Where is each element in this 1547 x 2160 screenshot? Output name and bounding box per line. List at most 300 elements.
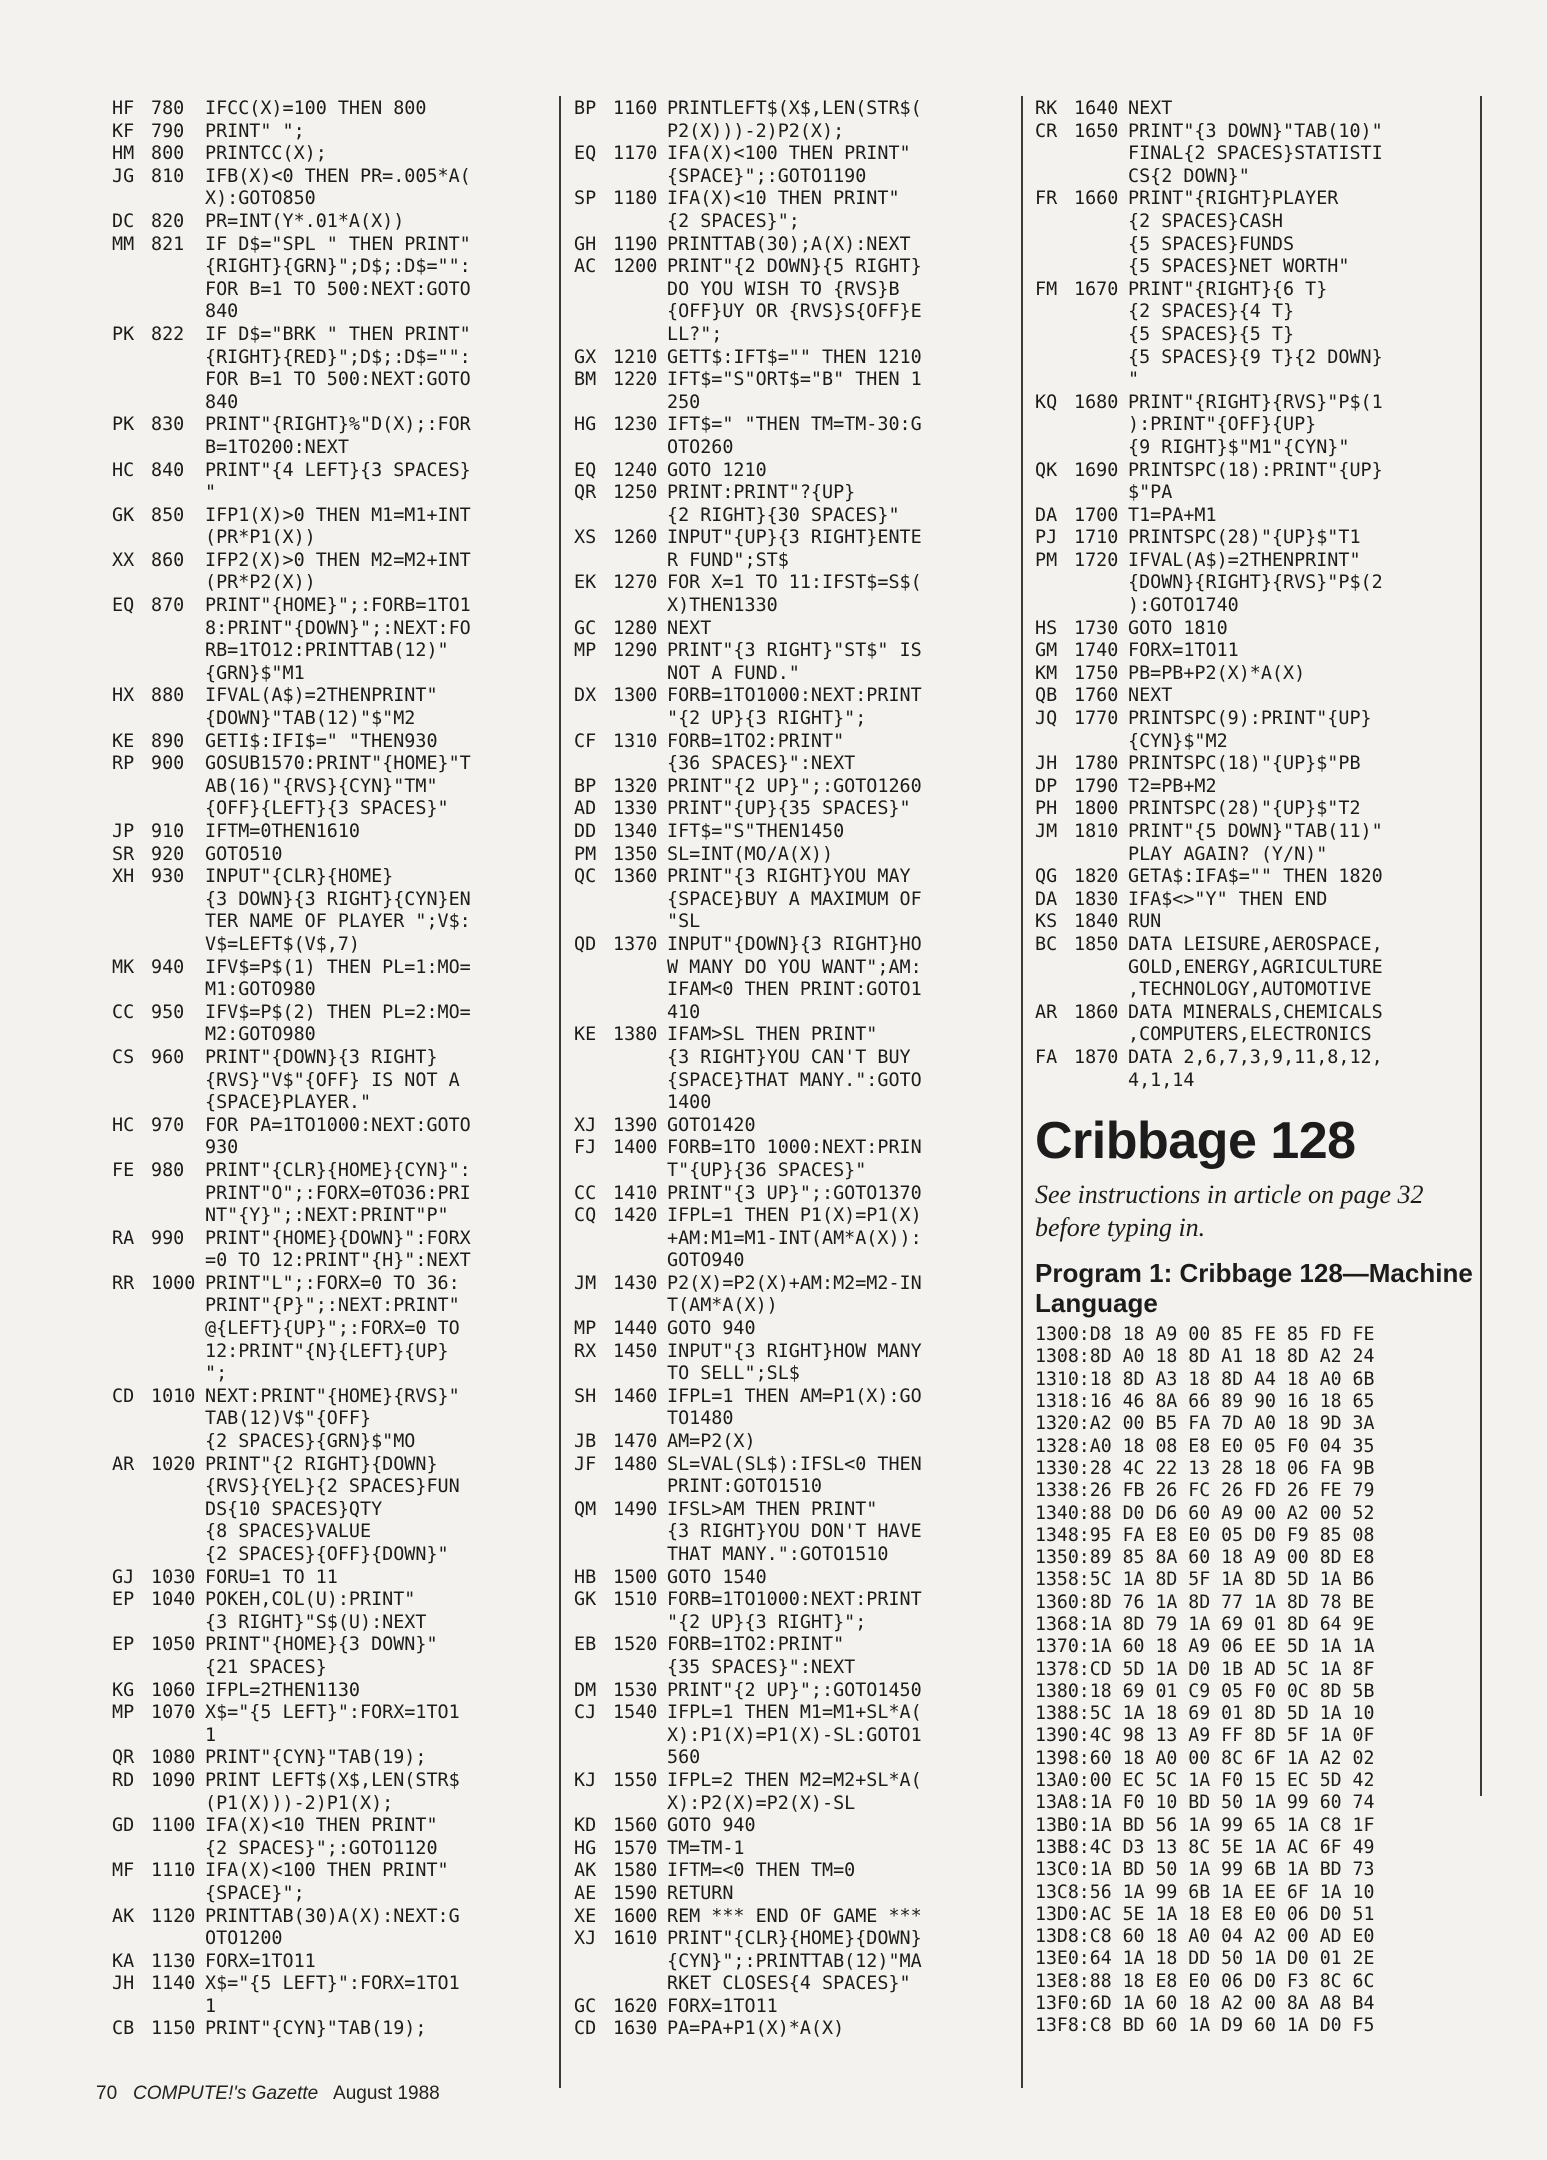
code-line [1035,279,1495,302]
checksum [574,1070,613,1093]
line-number [613,753,667,776]
code-text: T(AM*A(X)) [667,1295,778,1317]
line-number: 1050 [151,1634,196,1656]
code-text: GOTO 1540 [667,1566,767,1588]
checksum: KA [112,1950,135,1972]
code-line [112,1047,552,1070]
checksum [1035,1070,1074,1093]
line-number: 1730 [1074,617,1119,639]
checksum [574,1973,613,1996]
code-line [574,1160,1020,1183]
line-number: 1330 [613,798,658,820]
code-text: PLAY AGAIN? (Y/N)" [1128,843,1328,865]
code-text: +AM:M1=M1-INT(AM*A(X)): [667,1227,922,1249]
line-number: 1630 [613,2018,658,2040]
line-number: 1360 [613,866,658,888]
line-number [613,550,667,573]
code-line [112,1860,552,1883]
checksum [574,1160,613,1183]
code-text: {SPACE}PLAYER." [205,1092,372,1114]
code-line [112,1770,552,1793]
code-text: RB=1TO12:PRINTTAB(12)" [205,640,449,662]
checksum [574,166,613,189]
code-line [574,1363,1020,1386]
line-number: 1780 [1074,753,1119,775]
checksum: RP [112,753,135,775]
line-number: 810 [151,165,185,187]
checksum: RD [112,1769,135,1791]
code-line [112,1996,552,2019]
checksum [574,889,613,912]
line-number: 1150 [151,2018,196,2040]
code-text: PRINT"{CYN}"TAB(19); [205,2018,427,2040]
checksum [112,1544,151,1567]
line-number [1074,1070,1128,1093]
code-line [112,1070,552,1093]
code-line [112,663,552,686]
line-number: 830 [151,414,185,436]
checksum [1035,844,1074,867]
line-number: 880 [151,685,185,707]
code-text: {9 RIGHT}$"M1"{CYN}" [1128,436,1350,458]
code-text: {SPACE}";:GOTO1190 [667,165,867,187]
code-line [574,1702,1020,1725]
line-number: 1670 [1074,278,1119,300]
checksum: KD [574,1815,597,1837]
line-number: 1290 [613,640,658,662]
line-number [151,798,205,821]
code-text: PRINT"{2 UP}";:GOTO1260 [667,775,922,797]
code-line [574,731,1020,754]
hex-line: 1348:95 FA E8 E0 05 D0 F9 85 08 [1035,1524,1375,1546]
code-line [112,1567,552,1590]
listing-column-1 [112,98,552,2041]
code-text: PRINT"{RIGHT}{RVS}"P$(1 [1128,391,1383,413]
code-text: NEXT [1128,98,1173,119]
hex-line: 1318:16 46 8A 66 89 90 16 18 65 [1035,1391,1375,1413]
checksum: GH [574,233,597,255]
code-text: PRINT"{HOME}";:FORB=1TO1 [205,595,471,617]
checksum: KJ [574,1769,597,1791]
line-number [613,1747,667,1770]
checksum [1035,143,1074,166]
checksum: KE [112,730,135,752]
code-line [112,1092,552,1115]
code-line [112,414,552,437]
checksum: KE [574,1024,597,1046]
code-line [1035,550,1495,573]
checksum [574,1521,613,1544]
checksum [574,1295,613,1318]
hex-line: 1330:28 4C 22 13 28 18 06 FA 9B [1035,1457,1375,1479]
line-number [613,1250,667,1273]
listing-column-2 [574,98,1020,2041]
code-line [112,1793,552,1816]
line-number: 840 [151,459,185,481]
code-line [574,798,1020,821]
checksum [574,1657,613,1680]
code-line [574,460,1020,483]
checksum: GX [574,346,597,368]
code-text: AM=P2(X) [667,1431,756,1453]
code-text: TM=TM-1 [667,1837,745,1859]
checksum: SR [112,843,135,865]
line-number [613,1476,667,1499]
code-line [574,347,1020,370]
code-line [112,1544,552,1567]
code-text: IFA(X)<10 THEN PRINT" [667,188,900,210]
code-line [574,1996,1020,2019]
hex-line: 13B8:4C D3 13 8C 5E 1A AC 6F 49 [1035,1836,1375,1858]
hex-line: 1340:88 D0 D6 60 A9 00 A2 00 52 [1035,1502,1375,1524]
code-line [574,1295,1020,1318]
code-line [1035,1047,1495,1070]
code-line [112,934,552,957]
code-line [112,1318,552,1341]
code-line [574,753,1020,776]
code-line [574,957,1020,980]
code-text: GOTO1420 [667,1114,756,1136]
checksum: FM [1035,278,1058,300]
line-number: 1060 [151,1679,196,1701]
code-line [112,889,552,912]
code-text: IFT$="S"ORT$="B" THEN 1 [667,369,922,391]
code-line [112,731,552,754]
line-number: 1300 [613,685,658,707]
line-number [1074,211,1128,234]
line-number: 1220 [613,369,658,391]
line-number [151,1024,205,1047]
code-text: X):GOTO850 [205,188,316,210]
hex-line: 13F0:6D 1A 60 18 A2 00 8A A8 B4 [1035,1993,1375,2015]
code-text: PR=INT(Y*.01*A(X)) [205,210,405,232]
hex-line: 13E0:64 1A 18 DD 50 1A D0 01 2E [1035,1948,1375,1970]
checksum: QC [574,866,597,888]
code-text: IF D$="SPL " THEN PRINT" [205,233,471,255]
code-text: 930 [205,1137,239,1159]
code-text: {5 SPACES}{5 T} [1128,323,1295,345]
line-number: 1520 [613,1634,658,1656]
checksum: HG [574,1837,597,1859]
code-text: PRINT"{HOME}{3 DOWN}" [205,1634,438,1656]
code-text: X$="{5 LEFT}":FORX=1TO1 [205,1702,460,1724]
code-line [112,708,552,731]
code-line [112,1747,552,1770]
code-line [1035,866,1495,889]
code-text: PRINT"O";:FORX=0TO36:PRI [205,1182,471,1204]
line-number [613,1725,667,1748]
code-line [112,1408,552,1431]
checksum: JG [112,165,135,187]
code-text: "; [205,1363,228,1385]
code-line [112,505,552,528]
code-text: {2 SPACES}CASH [1128,210,1284,232]
code-line [1035,369,1495,392]
hex-line: 1328:A0 18 08 E8 E0 05 F0 04 35 [1035,1435,1375,1457]
code-text: DATA MINERALS,CHEMICALS [1128,1001,1383,1023]
checksum [574,1951,613,1974]
line-number [151,1070,205,1093]
checksum: CC [574,1182,597,1204]
line-number: 820 [151,210,185,232]
line-number: 1240 [613,459,658,481]
code-text: TAB(12)V$"{OFF} [205,1408,372,1430]
code-line [574,188,1020,211]
line-number: 822 [151,323,185,345]
code-text: SL=INT(MO/A(X)) [667,843,834,865]
code-line [574,1928,1020,1951]
hex-line: 13D8:C8 60 18 A0 04 A2 00 AD E0 [1035,1926,1375,1948]
line-number [613,595,667,618]
checksum [112,1092,151,1115]
code-text: PRINT"{HOME}{DOWN}":FORX [205,1227,471,1249]
code-line [574,685,1020,708]
checksum: EQ [574,459,597,481]
checksum: MP [574,1318,597,1340]
code-text: FORB=1TO1000:NEXT:PRINT [667,1589,922,1611]
checksum [1035,211,1074,234]
code-text: {SPACE}BUY A MAXIMUM OF [667,888,922,910]
code-line [112,618,552,641]
code-line [112,1883,552,1906]
line-number [151,1431,205,1454]
checksum: PK [112,323,135,345]
code-line [112,1973,552,1996]
checksum [112,572,151,595]
code-text: PRINT"{3 UP}";:GOTO1370 [667,1182,922,1204]
code-text: P2(X)=P2(X)+AM:M2=M2-IN [667,1272,922,1294]
checksum: CQ [574,1205,597,1227]
line-number: 1170 [613,143,658,165]
checksum: BP [574,775,597,797]
code-line [1035,798,1495,821]
code-line [112,640,552,663]
line-number: 1000 [151,1272,196,1294]
checksum: BC [1035,933,1058,955]
checksum [112,1295,151,1318]
line-number: 1710 [1074,527,1119,549]
code-text: IFV$=P$(1) THEN PL=1:MO= [205,956,471,978]
line-number: 1790 [1074,775,1119,797]
code-line [112,98,552,121]
line-number: 1650 [1074,120,1119,142]
hex-line: 1390:4C 98 13 A9 FF 8D 5F 1A 0F [1035,1725,1375,1747]
checksum: DD [574,821,597,842]
code-text: "{2 UP}{3 RIGHT}"; [667,1611,867,1633]
code-line [574,1612,1020,1635]
checksum [574,1725,613,1748]
code-line [112,1454,552,1477]
checksum [112,1928,151,1951]
checksum: XH [112,866,135,888]
line-number [613,1228,667,1251]
line-number: 1610 [613,1928,658,1950]
line-number: 940 [151,956,185,978]
code-text: PRINTSPC(28)"{UP}$"T1 [1128,527,1361,549]
checksum [574,301,613,324]
line-number [151,1408,205,1431]
line-number: 1750 [1074,662,1119,684]
code-text: {CYN}$"M2 [1128,730,1228,752]
line-number: 800 [151,143,185,165]
code-line [1035,934,1495,957]
code-text: {SPACE}"; [205,1882,305,1904]
code-line [112,821,552,844]
code-line [574,1092,1020,1115]
code-line [574,1454,1020,1477]
checksum [1035,482,1074,505]
code-text: PRINT"{RIGHT}%"D(X);:FOR [205,414,471,436]
code-line [112,979,552,1002]
code-text: GETA$:IFA$="" THEN 1820 [1128,866,1383,888]
code-line [112,1589,552,1612]
code-line [112,1115,552,1138]
code-text: PRINTCC(X); [205,143,327,165]
code-text: ,TECHNOLOGY,AUTOMOTIVE [1128,979,1372,1001]
code-text: {2 SPACES}{4 T} [1128,301,1295,323]
code-text: PRINT"{2 RIGHT}{DOWN} [205,1453,438,1475]
code-text: PRINT"{RIGHT}PLAYER [1128,188,1339,210]
code-text: NT"{Y}";:NEXT:PRINT"P" [205,1205,449,1227]
code-line [574,1680,1020,1703]
checksum [112,1363,151,1386]
code-line [1035,98,1495,121]
checksum [112,618,151,641]
checksum [112,934,151,957]
code-line [574,1070,1020,1093]
code-text: IFA(X)<100 THEN PRINT" [205,1860,449,1882]
checksum: AD [574,798,597,820]
checksum: HG [574,414,597,436]
line-number [151,1521,205,1544]
code-line [1035,414,1495,437]
code-line [574,1973,1020,1996]
code-text: 4,1,14 [1128,1069,1195,1091]
code-line [1035,663,1495,686]
code-text: PRINT"{P}";:NEXT:PRINT" [205,1295,460,1317]
line-number: 860 [151,549,185,571]
checksum [112,1137,151,1160]
line-number [1074,572,1128,595]
code-line [574,1341,1020,1364]
code-line [112,1725,552,1748]
code-line [574,1499,1020,1522]
line-number [151,188,205,211]
line-number: 1700 [1074,504,1119,526]
code-text: PRINT"{3 RIGHT}"ST$" IS [667,640,922,662]
code-text: {DOWN}"TAB(12)"$"M2 [205,708,416,730]
code-text: 1 [205,1995,217,2017]
hex-line: 13D0:AC 5E 1A 18 E8 E0 06 D0 51 [1035,1903,1375,1925]
line-number: 1110 [151,1860,196,1882]
checksum [574,663,613,686]
line-number [151,301,205,324]
checksum [574,957,613,980]
checksum: FE [112,1159,135,1181]
code-line [574,301,1020,324]
code-text: {SPACE}THAT MANY.":GOTO [667,1069,922,1091]
checksum [1035,437,1074,460]
checksum [112,1024,151,1047]
code-line [574,121,1020,144]
code-text: "{2 UP}{3 RIGHT}"; [667,708,867,730]
checksum: HX [112,685,135,707]
code-line [574,1815,1020,1838]
code-text: IFP2(X)>0 THEN M2=M2+INT [205,549,471,571]
code-line [1035,211,1495,234]
code-text: X):P2(X)=P2(X)-SL [667,1792,856,1814]
checksum [112,188,151,211]
line-number [613,1408,667,1431]
code-text: ):GOTO1740 [1128,595,1239,617]
line-number [1074,414,1128,437]
checksum: HC [112,1114,135,1136]
page-number: 70 [96,2083,118,2104]
code-text: SL=VAL(SL$):IFSL<0 THEN [667,1453,922,1475]
code-line [112,1634,552,1657]
line-number [151,979,205,1002]
checksum [112,1883,151,1906]
code-text: {2 SPACES}"; [667,210,800,232]
checksum: AC [574,256,597,278]
line-number [151,1499,205,1522]
code-text: PRINT"{CLR}{HOME}{DOWN} [667,1928,922,1950]
checksum: RR [112,1272,135,1294]
code-line [574,369,1020,392]
line-number [613,1002,667,1025]
line-number: 1590 [613,1882,658,1904]
code-text: {3 DOWN}{3 RIGHT}{CYN}EN [205,888,471,910]
code-text: 560 [667,1747,701,1769]
code-line [112,1906,552,1929]
code-text: PRINT"{DOWN}{3 RIGHT} [205,1046,438,1068]
line-number: 1250 [613,482,658,504]
checksum [112,1341,151,1364]
hex-dump [1035,1324,1495,2038]
checksum [574,1250,613,1273]
code-line [574,1883,1020,1906]
line-number: 1070 [151,1702,196,1724]
line-number [151,1318,205,1341]
checksum: QR [112,1747,135,1769]
checksum: HM [112,143,135,165]
checksum: HS [1035,617,1058,639]
code-line [112,1363,552,1386]
code-text: FORB=1TO2:PRINT" [667,730,845,752]
checksum [112,663,151,686]
code-line [112,143,552,166]
checksum: CF [574,730,597,752]
code-text: INPUT"{3 RIGHT}HOW MANY [667,1340,922,1362]
code-line [574,1318,1020,1341]
checksum: EQ [574,143,597,165]
line-number: 1080 [151,1747,196,1769]
checksum: JF [574,1453,597,1475]
checksum [574,1363,613,1386]
code-line [112,279,552,302]
code-text: IFA(X)<100 THEN PRINT" [667,143,911,165]
code-line [574,505,1020,528]
checksum: XJ [574,1114,597,1136]
code-line [112,1951,552,1974]
checksum: JM [574,1272,597,1294]
checksum [574,505,613,528]
code-line [112,1928,552,1951]
code-text: PRINT"{3 RIGHT}YOU MAY [667,866,911,888]
code-line [574,1002,1020,1025]
code-text: PRINT"L";:FORX=0 TO 36: [205,1272,460,1294]
code-text: {5 SPACES}NET WORTH" [1128,256,1350,278]
